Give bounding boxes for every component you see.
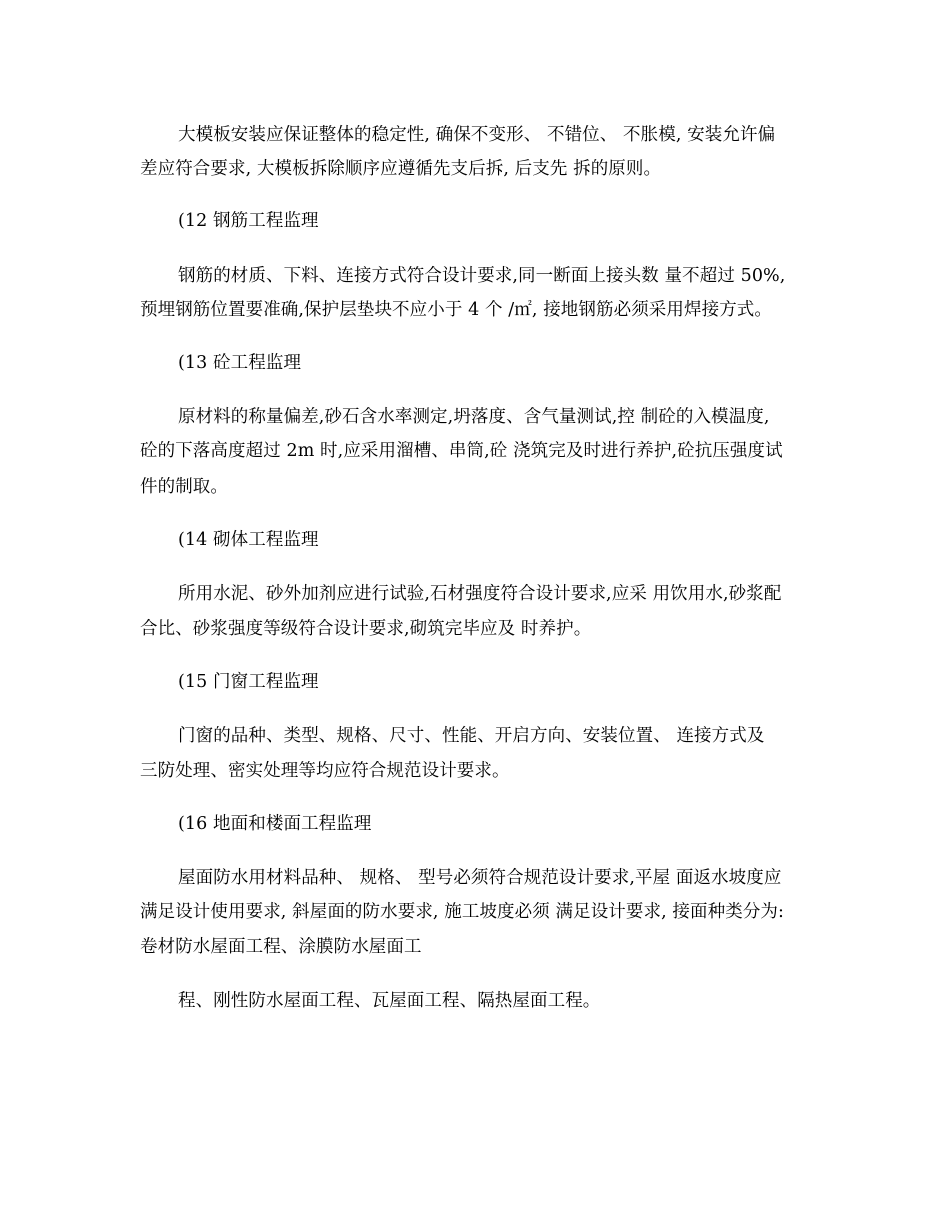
paragraph-roof-line-2: 满足设计使用要求, 斜屋面的防水要求, 施工坡度必须 满足设计要求, 接面种类分为: [140, 902, 785, 922]
paragraph-formwork-line-1: 大模板安装应保证整体的稳定性, 确保不变形、 不错位、 不胀模, 安装允许偏 [178, 125, 776, 145]
paragraph-concrete-line-1: 原材料的称量偏差,砂石含水率测定,坍落度、含气量测试,控 制砼的入模温度, [178, 407, 770, 427]
heading-concrete-supervision: (13 砼工程监理 [178, 353, 302, 373]
paragraph-doors-windows-line-1: 门窗的品种、类型、规格、尺寸、性能、开启方向、安装位置、 连接方式及 [178, 726, 765, 746]
heading-rebar-supervision: (12 钢筋工程监理 [178, 211, 319, 231]
paragraph-roof-line-3: 卷材防水屋面工程、涂膜防水屋面工 [140, 937, 422, 957]
heading-floor-supervision: (16 地面和楼面工程监理 [178, 814, 372, 834]
paragraph-concrete-line-3: 件的制取。 [140, 477, 228, 497]
paragraph-masonry-line-2: 合比、砂浆强度等级符合设计要求,砌筑完毕应及 时养护。 [140, 619, 592, 639]
paragraph-roof-continued-line-1: 程、刚性防水屋面工程、瓦屋面工程、隔热屋面工程。 [178, 991, 601, 1011]
heading-doors-windows-supervision: (15 门窗工程监理 [178, 672, 319, 692]
paragraph-roof-line-1: 屋面防水用材料品种、 规格、 型号必须符合规范设计要求,平屋 面返水坡度应 [178, 868, 782, 888]
paragraph-rebar-line-2: 预埋钢筋位置要准确,保护层垫块不应小于 4 个 /㎡, 接地钢筋必须采用焊接方式。 [140, 300, 773, 320]
paragraph-concrete-line-2: 砼的下落高度超过 2m 时,应采用溜槽、串筒,砼 浇筑完及时进行养护,砼抗压强度试 [140, 441, 783, 461]
paragraph-doors-windows-line-2: 三防处理、密实处理等均应符合规范设计要求。 [140, 761, 510, 781]
paragraph-rebar-line-1: 钢筋的材质、下料、连接方式符合设计要求,同一断面上接头数 量不超过 50%, [178, 266, 786, 286]
paragraph-formwork-line-2: 差应符合要求, 大模板拆除顺序应遵循先支后拆, 后支先 拆的原则。 [140, 159, 662, 179]
paragraph-masonry-line-1: 所用水泥、砂外加剂应进行试验,石材强度符合设计要求,应采 用饮用水,砂浆配 [178, 584, 782, 604]
heading-masonry-supervision: (14 砌体工程监理 [178, 530, 319, 550]
